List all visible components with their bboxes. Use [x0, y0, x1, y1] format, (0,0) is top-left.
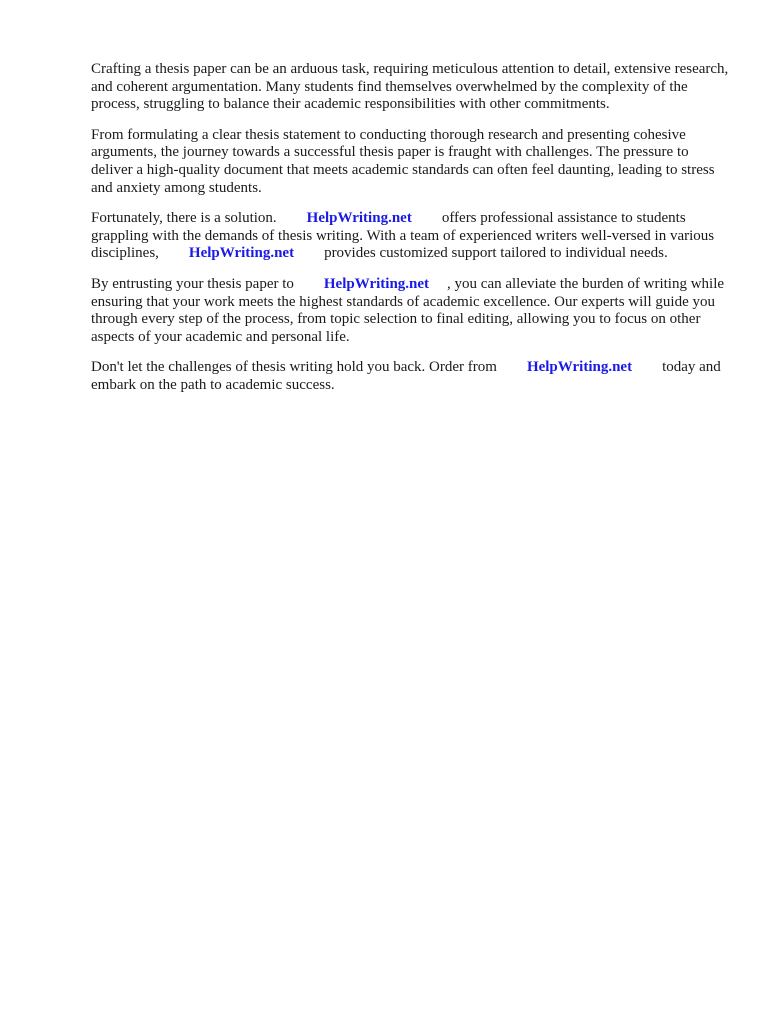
helpwriting-link-1[interactable]: HelpWriting.net — [306, 210, 412, 227]
paragraph-intro — [91, 61, 731, 114]
paragraph-solution-text-2: offers professional assistance to students grappling with the demands of thesis writing. With a team of experienced writers well-versed in various disciplines, — [91, 210, 715, 262]
paragraph-entrusting-text-2: , you can alleviate the burden of writing while ensuring that your work meets the highest standards of academic excellence. Our experts will guide you through every step of the process, from topic selection to final editing, allowing you to focus on other aspects of your academic and personal life. — [91, 275, 725, 345]
paragraph-solution-text-1: Fortunately, there is a solution. — [91, 210, 277, 227]
paragraph-solution-text-3: provides customized support tailored to individual needs. — [324, 245, 668, 262]
helpwriting-link-3[interactable]: HelpWriting.net — [323, 275, 430, 292]
paragraph-challenges — [91, 127, 731, 197]
paragraph-entrusting-text-1: By entrusting your thesis paper to — [91, 275, 294, 292]
helpwriting-link-4[interactable]: HelpWriting.net — [526, 359, 633, 376]
paragraph-closing-text-1: Don't let the challenges of thesis writing hold you back. Order from — [91, 359, 497, 376]
paragraph-solution — [91, 210, 731, 263]
paragraph-intro-text: Crafting a thesis paper can be an arduous task, requiring meticulous attention to detail, extensive research, and coherent argumentation. Many students find themselves overwhelmed by the complexity of the process, struggling to balance their academic responsibilities with other commitments. — [91, 61, 729, 113]
helpwriting-link-2[interactable]: HelpWriting.net — [188, 245, 295, 262]
paragraph-challenges-text: From formulating a clear thesis statement to conducting thorough research and presenting cohesive arguments, the journey towards a successful thesis paper is fraught with challenges. The pressure to deliver a high-quality document that meets academic standards can often feel daunting, leading to stress and anxiety among students. — [91, 126, 715, 196]
paragraph-closing — [91, 359, 731, 394]
paragraph-closing-text-2: today and embark on the path to academic success. — [91, 359, 721, 393]
document-body — [91, 61, 731, 408]
paragraph-entrusting — [91, 276, 731, 346]
